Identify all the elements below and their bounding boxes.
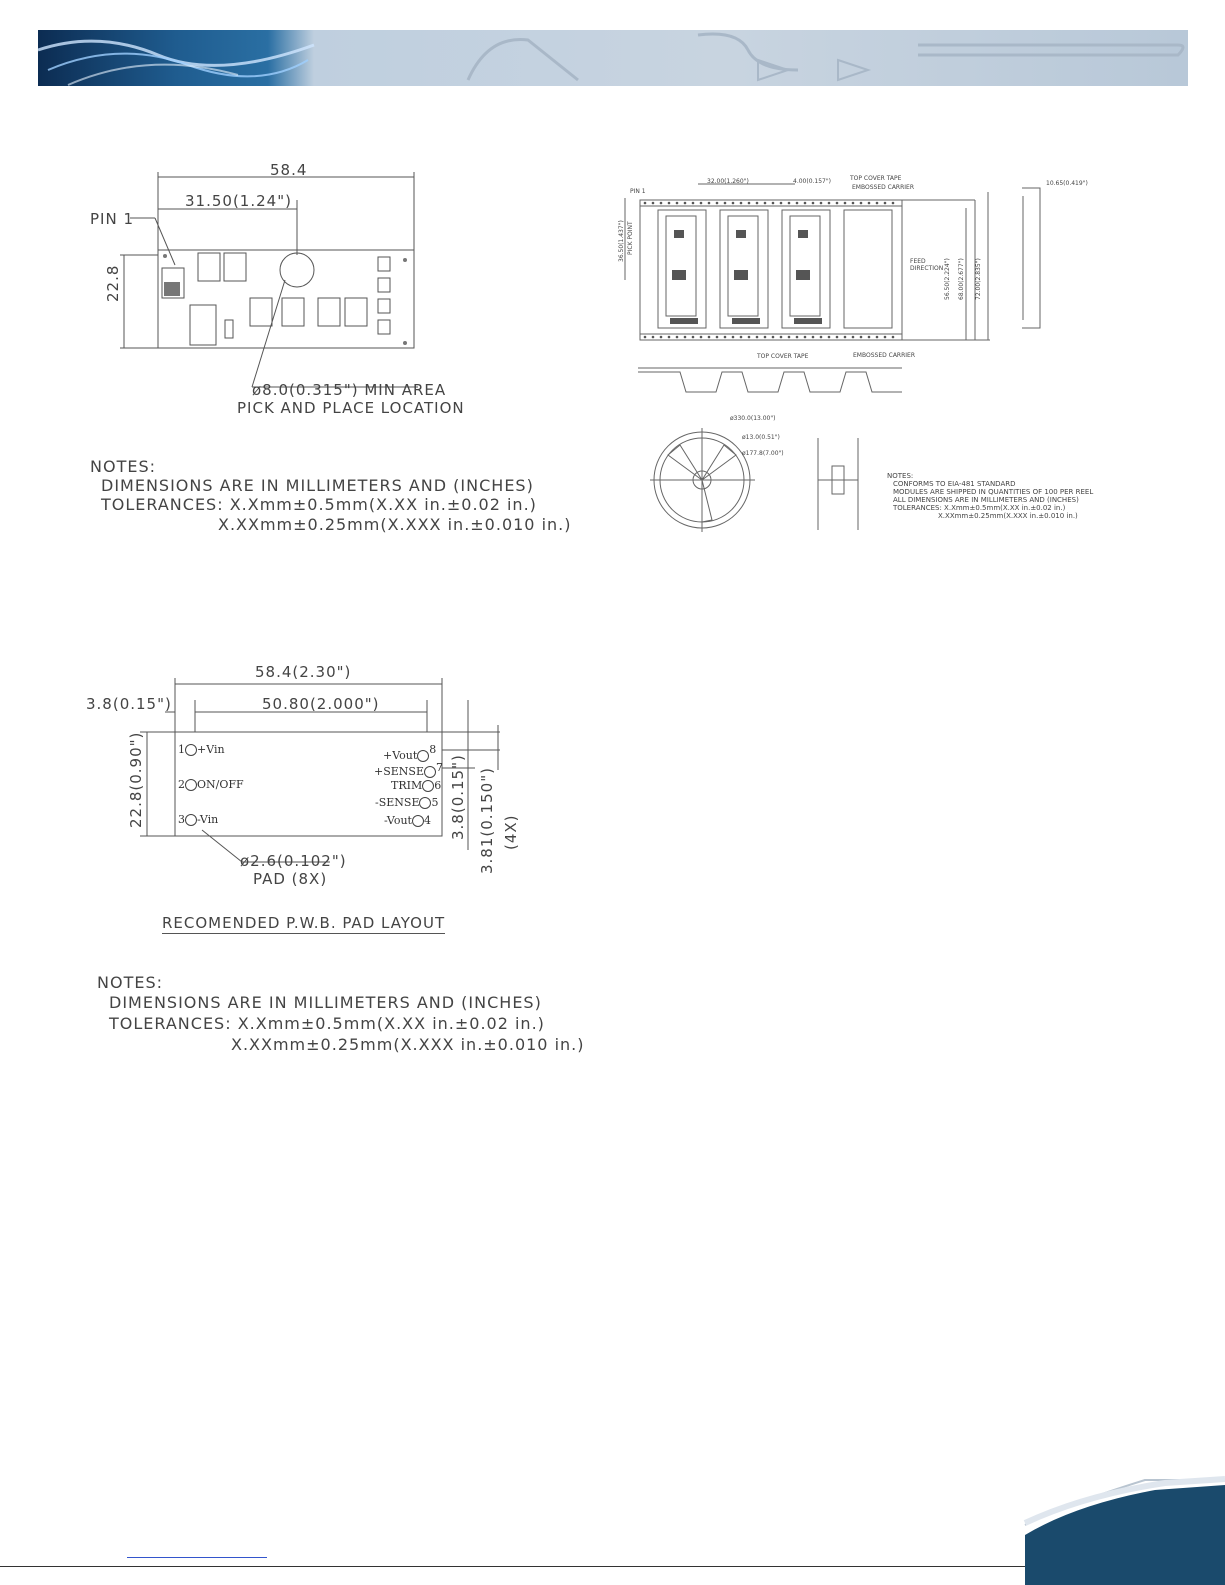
notes-line: X.XXmm±0.25mm(X.XXX in.±0.010 in.) [218,515,572,534]
pad-circle-icon [185,814,197,826]
pad-circle-icon [185,744,197,756]
notes-line: TOLERANCES: X.Xmm±0.5mm(X.XX in.±0.02 in.) [101,495,537,514]
pick-location-label: PICK AND PLACE LOCATION [237,399,465,417]
tape-depth: 10.65(0.419") [1046,180,1088,187]
pad-circle-icon [412,815,424,827]
pin-label: -SENSE [375,796,420,809]
pad-circle-icon [185,779,197,791]
tape-top-cover: TOP COVER TAPE [850,175,902,182]
pin-2 [178,778,244,791]
pin-number: 2 [178,778,185,791]
reel-notes-line: TOLERANCES: X.Xmm±0.5mm(X.XX in.±0.02 in.) [893,504,1066,512]
dim-pick-offset: 31.50(1.24") [185,192,292,210]
pin-number: 5 [431,796,439,809]
pin-6 [391,779,441,792]
pad-layout-caption: RECOMENDED P.W.B. PAD LAYOUT [162,914,446,932]
pin-number: 8 [429,743,437,756]
tape-top-cover-2: TOP COVER TAPE [757,353,809,360]
pad-circle-icon [419,797,431,809]
footer-corner-graphic [1025,1475,1225,1585]
footer-rule [0,1566,1025,1567]
reel-notes-line: X.XXmm±0.25mm(X.XXX in.±0.010 in.) [938,512,1078,520]
dim-length: 58.4 [270,161,308,179]
pad-dim-right-3: (4X) [502,814,520,850]
footer-link-underline[interactable] [127,1557,267,1558]
pin-7 [374,761,443,778]
pin-number: 6 [434,779,442,792]
reel-notes-line: CONFORMS TO EIA-481 STANDARD [893,480,1016,488]
tape-pitch: 32.00(1.260") [707,178,749,185]
pin-label: TRIM [391,779,423,792]
notes-title: NOTES: [97,973,163,992]
pad-circle-icon [424,766,436,778]
notes-line: X.XXmm±0.25mm(X.XXX in.±0.010 in.) [231,1035,585,1054]
pin-5 [375,796,438,809]
tape-embossed-2: EMBOSSED CARRIER [853,352,915,359]
dim-height: 22.8 [104,264,122,302]
header-banner [38,30,1188,86]
tape-width-2: 68.00(2.677") [958,258,965,300]
pin-4 [384,814,431,827]
tape-pin1: PIN 1 [630,188,646,195]
pin-8 [383,743,436,762]
tape-embossed: EMBOSSED CARRIER [852,184,914,191]
pin-label: -Vin [197,813,219,826]
pad-dim-total: 58.4(2.30") [255,663,352,681]
tape-left-dim2: PICK POINT [627,221,634,255]
notes-line: TOLERANCES: X.Xmm±0.5mm(X.XX in.±0.02 in.) [109,1014,545,1033]
reel-notes-line: ALL DIMENSIONS ARE IN MILLIMETERS AND (INCHES) [893,496,1079,504]
pin-label: +Vin [197,743,225,756]
pin-1 [178,743,225,756]
pin-label: +Vout [383,749,418,762]
tape-width-3: 72.00(2.835") [975,258,982,300]
pin-number: 7 [435,761,443,774]
reel-notes-title: NOTES: [887,472,914,480]
pad-dim-left: 3.8(0.15") [86,695,172,713]
hub2-diameter: ø177.8(7.00") [742,450,784,457]
notes-line: DIMENSIONS ARE IN MILLIMETERS AND (INCHES) [109,993,542,1012]
notes-line: DIMENSIONS ARE IN MILLIMETERS AND (INCHES) [101,476,534,495]
light-streak-graphic [38,30,314,86]
notes-title: NOTES: [90,457,156,476]
pad-dim-height: 22.8(0.90") [127,731,145,828]
tape-hole-pitch: 4.00(0.157") [793,178,831,185]
pad-dim-right-2: 3.81(0.150") [478,767,496,874]
pin-label: +SENSE [374,765,424,778]
pin-label: ON/OFF [197,778,244,791]
tape-feed-direction: FEED DIRECTION [910,258,944,272]
pin-number: 1 [178,743,185,756]
pin-number: 3 [178,813,185,826]
pin-label: -Vout [384,814,412,827]
pad-diameter: ø2.6(0.102") [240,852,347,870]
pin-number: 4 [423,814,431,827]
pin1-label: PIN 1 [90,210,135,228]
reel-notes-line: MODULES ARE SHIPPED IN QUANTITIES OF 100 PER REEL [893,488,1094,496]
pad-dim-right-1: 3.8(0.15") [449,754,467,840]
hub-diameter: ø13.0(0.51") [742,434,780,441]
pad-dim-span: 50.80(2.000") [262,695,380,713]
pad-circle-icon [422,780,434,792]
reel-diameter: ø330.0(13.00") [730,415,776,422]
tape-left-dim: 36.50(1.437") [618,220,625,262]
tape-width-1: 56.50(2.224") [944,258,951,300]
pad-count: PAD (8X) [253,870,328,888]
pin-3 [178,813,218,826]
pick-area-label: ø8.0(0.315") MIN AREA [252,381,447,399]
logo-watermark [318,30,1188,86]
